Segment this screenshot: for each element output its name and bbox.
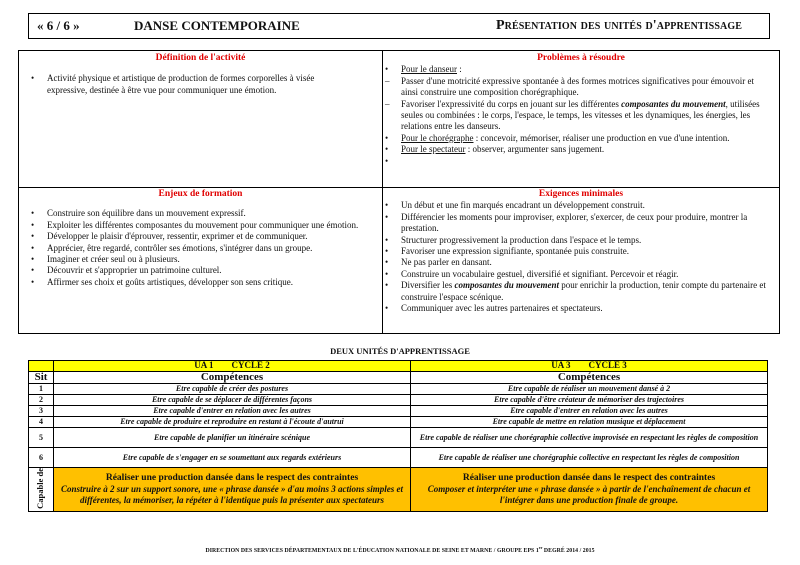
exigences-item: • Communiquer avec les autres partenaires et spectateurs. [385,303,603,314]
bullet-icon: • [385,211,389,222]
document-header [28,13,770,39]
exigences-cell [383,189,779,314]
column-header-row [29,372,768,384]
problemes-cell [383,53,779,166]
bullet-icon: • [31,276,35,287]
learning-units-table [28,360,768,512]
ua3-competence: Etre capable d'entrer en relation avec les autres [411,406,768,417]
capable-label: Capable de [35,468,46,509]
sit-number: 4 [29,417,54,428]
table-row [29,448,768,468]
enjeux-item: • Découvrir et s'approprier un patrimoine culturel. [31,265,222,276]
ua1-competences-header: Compétences [54,372,411,384]
row-divider [19,187,779,188]
exigences-item: • Construire un vocabulaire gestuel, diversifié et signifiant. Percevoir et réagir. [385,268,679,279]
problemes-subitem: – Passer d'une motricité expressive spontanée à des formes motrices significatives pour émouvoir et ainsi construire une composition chorégraphique. [385,75,755,98]
activity-info-grid [18,50,780,334]
ua1-competence: Etre capable de produire et reproduire en restant à l'écoute d'autrui [54,417,411,428]
exigences-item: • Favoriser une expression signifiante, spontanée puis construite. [385,246,629,257]
definition-item: • Activité physique et artistique de production de formes corporelles à visée expressive, destinée à être vue pour communiquer une émotion. [31,73,315,95]
ua3-header: UA 3 CYCLE 3 [411,361,768,372]
problemes-item-choregraphe: • Pour le chorégraphe : concevoir, mémoriser, réaliser une production en vue d'une intention. [385,132,730,143]
bullet-icon: • [385,268,389,279]
enjeux-cell [19,189,382,288]
table-row [29,428,768,448]
ua3-capable-title: Réaliser une production dansée dans le respect des contraintes [462,473,716,484]
bullet-icon: • [385,280,389,291]
capable-row [29,468,768,512]
enjeux-item: • Exploiter les différentes composantes du mouvement pour communiquer une émotion. [31,219,359,230]
ua3-capable-cell [411,468,768,512]
unit-header-row [29,361,768,372]
ua1-capable-cell [54,468,411,512]
units-section-title: DEUX UNITÉS D'APPRENTISSAGE [330,346,470,356]
definition-cell [19,53,382,96]
bullet-icon: • [385,303,389,314]
bullet-icon: • [31,219,35,230]
dash-icon: – [385,98,390,109]
ua3-competence: Etre capable de réaliser un mouvement dansé à 2 [411,384,768,395]
bullet-icon: • [385,64,389,75]
bullet-icon: • [31,208,35,219]
enjeux-item: • Imaginer et créer seul ou à plusieurs. [31,254,180,265]
ua1-competence: Etre capable de s'engager en se soumettant aux regards extérieurs [54,448,411,468]
bullet-icon: • [385,200,389,211]
problemes-list [383,64,779,166]
bullet-icon: • [385,246,389,257]
table-row [29,417,768,428]
enjeux-item: • Développer le plaisir d'éprouver, ressentir, exprimer et de communiquer. [31,231,308,242]
sit-number: 2 [29,395,54,406]
enjeux-item: • Construire son équilibre dans un mouvement expressif. [31,208,246,219]
enjeux-item: • Apprécier, être regardé, contrôler ses émotions, s'intégrer dans un groupe. [31,242,313,253]
presentation-title: Présentation des unités d'apprentissage [496,18,742,33]
bullet-icon: • [31,231,35,242]
bullet-icon: • [385,144,389,155]
ua3-competence: Etre capable de mettre en relation musique et déplacement [411,417,768,428]
sit-number: 1 [29,384,54,395]
exigences-item: • Différencier les moments pour improviser, explorer, s'exercer, de ceux pour produire, montrer la prestation. [385,211,748,234]
enjeux-list [19,208,382,288]
ua1-competence: Etre capable de planifier un itinéraire scénique [54,428,411,448]
ua3-capable-text: Composer et interpréter une « phrase dansée » à partir de l'enchaînement de chacun et l'intégrer dans une production finale de groupe. [427,484,751,506]
ua3-competence: Etre capable de réaliser une chorégraphie collective improvisée en respectant les règles de composition [411,428,768,448]
bullet-icon: • [385,257,389,268]
dash-icon: – [385,75,390,86]
enjeux-item: • Affirmer ses choix et goûts artistiques, développer son sens critique. [31,276,294,287]
enjeux-title: Enjeux de formation [158,189,243,199]
problemes-subitem: – Favoriser l'expressivité du corps en jouant sur les différentes composantes du mouvement, utilisées seules ou combinées : le corps, l'espace, le temps, les vitesses et les dynamiques, les énergies, les relations entre les danseurs. [385,98,760,132]
exigences-item: • Structurer progressivement la production dans l'espace et le temps. [385,234,642,245]
ua1-header: UA 1 CYCLE 2 [54,361,411,372]
bullet-icon: • [31,73,35,84]
definition-list [19,73,382,96]
exigences-item: • Un début et une fin marqués encadrant un développement construit. [385,200,645,211]
bullet-icon: • [385,234,389,245]
ua3-competence: Etre capable d'être créateur de mémoriser des trajectoires [411,395,768,406]
bullet-icon: • [31,242,35,253]
exigences-item: • Ne pas parler en dansant. [385,257,492,268]
exigences-list [383,200,779,314]
bullet-icon: • [31,265,35,276]
ua1-competence: Etre capable de créer des postures [54,384,411,395]
sit-number: 5 [29,428,54,448]
page-number: « 6 / 6 » [37,18,80,33]
ua3-competence: Etre capable de réaliser une chorégraphie collective en respectant les règles de composition [411,448,768,468]
unit-header-blank [29,361,54,372]
bullet-icon: • [31,254,35,265]
problemes-title: Problèmes à résoudre [537,53,625,63]
problemes-item-spectateur: • Pour le spectateur : observer, argumenter sans jugement. [385,144,605,155]
ua1-competence: Etre capable de se déplacer de différentes façons [54,395,411,406]
ua1-competence: Etre capable d'entrer en relation avec les autres [54,406,411,417]
bullet-icon: • [385,132,389,143]
table-row [29,406,768,417]
sit-number: 6 [29,448,54,468]
exigences-item: • Diversifier les composantes du mouvement pour enrichir la production, tenir compte du partenaire et construire l'espace scénique. [385,280,766,302]
exigences-title: Exigences minimales [538,189,624,199]
problemes-item-danseur: • Pour le danseur : [385,64,462,75]
sit-header: Sit [29,372,54,384]
definition-title: Définition de l'activité [155,53,246,63]
document-footer: DIRECTION DES SERVICES DÉPARTEMENTAUX DE L'ÉDUCATION NATIONALE DE SEINE ET MARNE / GROUPE EPS 1er DEGRÉ 2014 / 2015 [205,545,595,554]
activity-title: DANSE CONTEMPORAINE [134,18,300,33]
ua1-capable-text: Construire à 2 sur un support sonore, une « phrase dansée » d'au moins 3 actions simples et différentes, la mémoriser, la répéter à l'identique puis la présenter aux spectateurs [60,484,404,506]
ua3-competences-header: Compétences [411,372,768,384]
table-row [29,395,768,406]
bullet-icon: • [385,155,389,166]
table-row [29,384,768,395]
capable-label-cell [29,468,54,512]
sit-number: 3 [29,406,54,417]
ua1-capable-title: Réaliser une production dansée dans le respect des contraintes [105,473,359,484]
